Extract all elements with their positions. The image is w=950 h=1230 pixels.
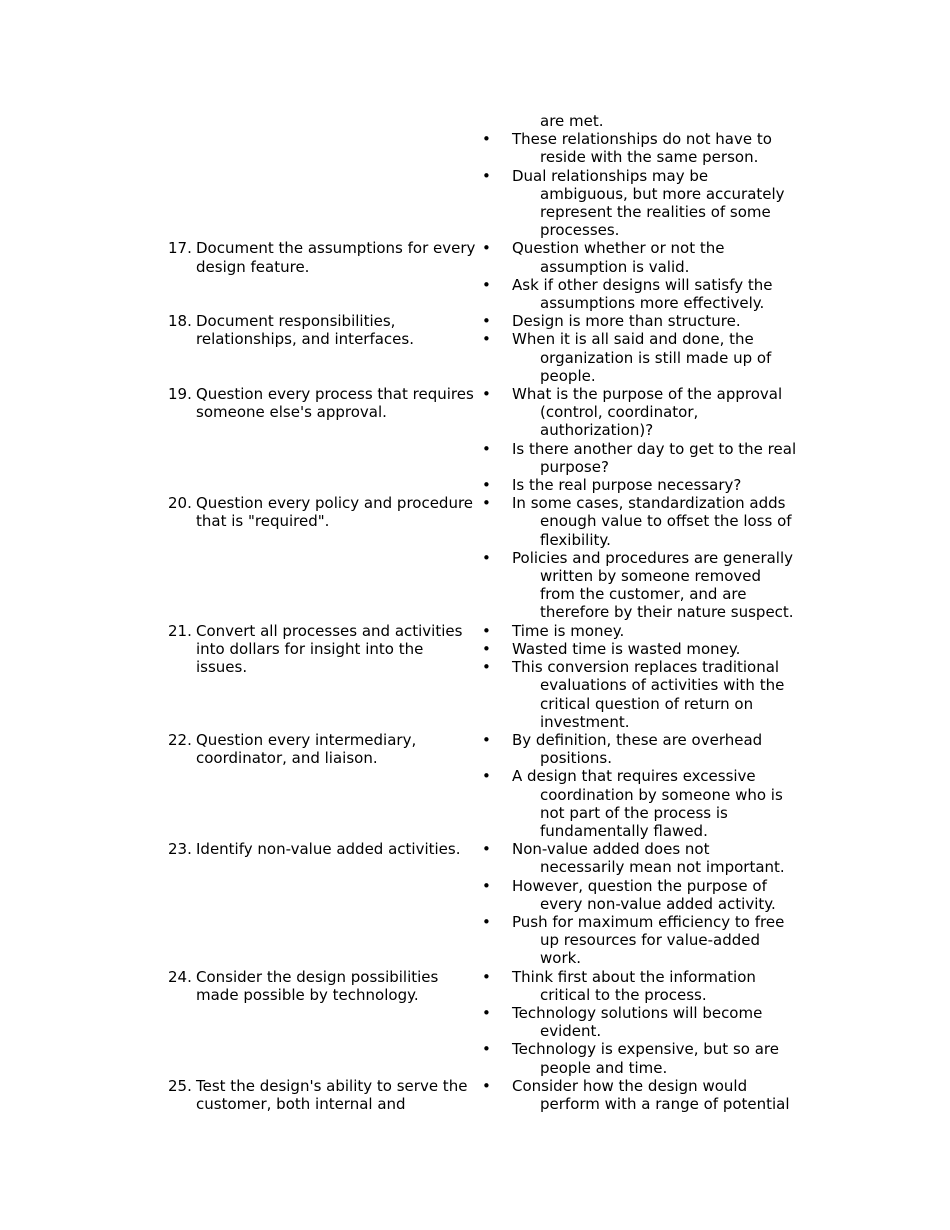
bullet-icon: •	[482, 166, 491, 185]
bullet-text: Non-value added does not necessarily mean not important.	[512, 840, 785, 877]
numbered-item	[140, 840, 478, 858]
bullet-item	[478, 276, 798, 312]
item-text: Question every policy and procedure that is "required".	[196, 494, 474, 531]
item-text: Question every intermediary, coordinator, and liaison.	[196, 730, 417, 768]
bullet-item	[478, 640, 798, 658]
numbered-item-row	[0, 622, 950, 731]
bullet-item	[478, 1077, 798, 1113]
item-number: 20.	[168, 494, 192, 513]
bullet-list	[478, 312, 798, 385]
bullet-item	[478, 494, 798, 549]
bullet-item	[478, 1004, 798, 1040]
item-text-column	[140, 731, 478, 840]
bullet-icon: •	[482, 330, 491, 349]
bullet-text: Consider how the design would perform with a range of potential	[512, 1076, 790, 1113]
bullet-item	[478, 549, 798, 622]
bullet-icon: •	[482, 639, 491, 658]
bullet-text: Design is more than structure.	[512, 312, 741, 331]
bullet-text: Ask if other designs will satisfy the assumptions more effectively.	[512, 275, 773, 313]
item-text: Identify non-value added activities.	[196, 840, 461, 859]
bullet-item	[478, 330, 798, 385]
bullet-icon: •	[482, 476, 491, 495]
item-number: 25.	[168, 1076, 192, 1095]
bullet-text: Question whether or not the assumption is valid.	[512, 239, 725, 276]
bullet-item	[478, 731, 798, 767]
bullet-item	[478, 877, 798, 913]
item-number: 24.	[168, 967, 192, 986]
bullet-icon: •	[482, 912, 491, 931]
bullet-icon: •	[482, 658, 491, 677]
bullet-text: Is the real purpose necessary?	[512, 476, 742, 495]
bullet-item	[478, 130, 798, 166]
item-text-column	[140, 239, 478, 312]
bullet-text: Technology solutions will become evident.	[512, 1003, 763, 1041]
bullet-icon: •	[482, 439, 491, 458]
bullet-text: Time is money.	[512, 621, 625, 640]
bullet-text: By definition, these are overhead positions.	[512, 730, 763, 768]
bullet-item	[478, 658, 798, 731]
item-text-column	[140, 385, 478, 494]
item-text-column	[140, 622, 478, 731]
bullet-icon: •	[482, 1003, 491, 1022]
numbered-item	[140, 494, 478, 530]
bullet-icon: •	[482, 730, 491, 749]
item-text-column	[140, 840, 478, 967]
numbered-item-row	[0, 731, 950, 840]
continuation-row	[0, 112, 950, 239]
bullet-item	[478, 913, 798, 968]
item-text-column	[140, 494, 478, 621]
bullet-icon: •	[482, 840, 491, 859]
item-number: 19.	[168, 385, 192, 404]
item-text-column	[140, 1077, 478, 1113]
item-text: Question every process that requires someone else's approval.	[196, 385, 474, 422]
bullet-text: Policies and procedures are generally written by someone removed from the customer, and are therefore by their nature suspect.	[512, 548, 794, 622]
bullet-list	[478, 622, 798, 731]
item-number: 18.	[168, 312, 192, 331]
item-text: Document responsibilities, relationships, and interfaces.	[196, 312, 414, 349]
bullet-icon: •	[482, 275, 491, 294]
numbered-item-row	[0, 968, 950, 1077]
bullet-icon: •	[482, 312, 491, 331]
numbered-item	[140, 968, 478, 1004]
bullet-item	[478, 622, 798, 640]
bullet-text: Push for maximum efficiency to free up resources for value-added work.	[512, 912, 785, 968]
item-text: Convert all processes and activities into dollars for insight into the issues.	[196, 621, 463, 677]
bullet-icon: •	[482, 1040, 491, 1059]
bullet-text: Dual relationships may be ambiguous, but more accurately represent the realities of some processes.	[512, 166, 785, 240]
numbered-item-row	[0, 840, 950, 967]
item-text-column	[140, 112, 478, 239]
item-number: 21.	[168, 621, 192, 640]
bullet-icon: •	[482, 548, 491, 567]
bullet-text: Wasted time is wasted money.	[512, 639, 741, 658]
bullet-list	[478, 239, 798, 312]
bullet-item	[478, 767, 798, 840]
bullet-icon: •	[482, 239, 491, 258]
numbered-item	[140, 1077, 478, 1113]
item-text: Consider the design possibilities made possible by technology.	[196, 967, 439, 1004]
bullet-text: Is there another day to get to the real purpose?	[512, 439, 797, 476]
numbered-item-row	[0, 1077, 950, 1113]
item-number: 23.	[168, 840, 192, 859]
bullet-icon: •	[482, 767, 491, 786]
numbered-item-row	[0, 385, 950, 494]
bullet-icon: •	[482, 385, 491, 404]
item-text: Test the design's ability to serve the customer, both internal and	[196, 1076, 468, 1113]
bullet-icon: •	[482, 494, 491, 513]
bullet-icon: •	[482, 130, 491, 149]
bullet-item	[478, 440, 798, 476]
numbered-item	[140, 312, 478, 348]
bullet-text: What is the purpose of the approval (control, coordinator, authorization)?	[512, 385, 783, 440]
bullet-icon: •	[482, 621, 491, 640]
bullet-text: These relationships do not have to reside with the same person.	[512, 130, 772, 167]
bullet-item	[478, 239, 798, 275]
numbered-item	[140, 622, 478, 677]
bullet-continuation: are met.	[540, 112, 604, 130]
bullet-item	[478, 840, 798, 876]
document-page	[0, 112, 950, 1113]
bullet-list	[478, 1077, 798, 1113]
item-text-column	[140, 312, 478, 385]
numbered-item-row	[0, 239, 950, 312]
numbered-item	[140, 239, 478, 275]
bullet-item	[478, 476, 798, 494]
item-text: Document the assumptions for every design feature.	[196, 239, 476, 276]
bullet-text: This conversion replaces traditional evaluations of activities with the critical question of return on investment.	[512, 658, 785, 731]
numbered-item-row	[0, 312, 950, 385]
bullet-list	[478, 494, 798, 621]
bullet-item	[478, 312, 798, 330]
bullet-list	[478, 385, 798, 494]
numbered-item	[140, 731, 478, 767]
bullet-item	[478, 385, 798, 440]
numbered-item-row	[0, 494, 950, 621]
bullet-list	[478, 840, 798, 967]
bullet-item	[478, 167, 798, 240]
numbered-item	[140, 385, 478, 421]
bullet-list	[478, 968, 798, 1077]
bullet-icon: •	[482, 1076, 491, 1095]
bullet-item	[478, 968, 798, 1004]
bullet-text: When it is all said and done, the organization is still made up of people.	[512, 330, 772, 385]
bullet-list	[478, 112, 798, 239]
bullet-text: In some cases, standardization adds enough value to offset the loss of flexibility.	[512, 494, 792, 549]
bullet-text: Think first about the information critical to the process.	[512, 967, 756, 1004]
bullet-icon: •	[482, 876, 491, 895]
bullet-icon: •	[482, 967, 491, 986]
bullet-text: A design that requires excessive coordination by someone who is not part of the process is fundamentally flawed.	[512, 767, 783, 840]
item-number: 22.	[168, 730, 192, 749]
bullet-text: Technology is expensive, but so are people and time.	[512, 1040, 779, 1077]
bullet-list	[478, 731, 798, 840]
item-text-column	[140, 968, 478, 1077]
bullet-text: However, question the purpose of every non-value added activity.	[512, 876, 776, 913]
item-number: 17.	[168, 239, 192, 258]
bullet-item	[478, 1040, 798, 1076]
